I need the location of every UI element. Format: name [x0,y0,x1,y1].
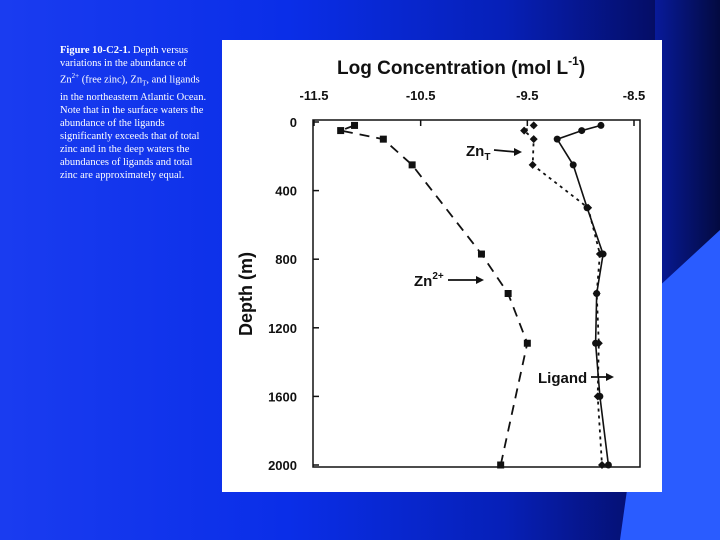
data-point-square [497,462,504,469]
data-point-circle [597,122,604,129]
x-tick-label: -11.5 [299,88,329,103]
caption-sup: 2+ [71,72,80,80]
annotation-arrow-head [606,373,614,381]
y-tick-label: 1200 [268,320,297,336]
data-point-diamond [530,135,538,143]
depth-concentration-chart [222,40,662,492]
data-point-circle [605,462,612,469]
y-axis-label: Depth (m) [236,252,256,336]
caption-label: Figure 10-C2-1. [60,45,131,56]
plot-frame [313,120,640,467]
y-tick-label: 2000 [268,458,297,473]
chart-title: Log Concentration (mol $L^{-1}$) [337,54,586,79]
data-point-diamond [529,161,537,169]
data-point-circle [584,204,591,211]
series-ligand [554,122,612,469]
annotation-text: Zn [466,143,485,160]
data-point-circle [554,136,561,143]
data-point-square [524,340,531,347]
y-tick-label: 1600 [268,389,297,405]
data-point-square [351,122,358,129]
data-point-square [505,290,512,297]
x-tick-label: -9.5 [516,88,539,103]
caption-text-1: Depth versus variations in the abundance of Zn [60,45,189,86]
annotation-label [538,370,587,387]
annotation-superscript: 2+ [432,271,444,282]
data-point-square [478,251,485,258]
data-point-diamond [530,121,538,129]
annotation-subscript: T [484,152,491,163]
series-line [524,125,602,465]
x-tick-label: -8.5 [622,88,646,103]
y-tick-label: 0 [289,115,297,130]
data-point-circle [592,340,599,347]
annotation-label [466,143,490,163]
series-znt [520,121,606,469]
data-point-square [409,161,416,168]
annotation-arrow-shaft [494,150,516,152]
caption-text-2: (free zinc), Zn [79,74,143,86]
chart-title-sup: -1 [568,54,579,68]
caption-sub: T [142,79,147,88]
series-layer [337,121,612,469]
y-tick-label: 800 [275,252,297,268]
annotation-text: Ligand [538,370,588,387]
data-point-circle [578,127,585,134]
data-point-diamond [598,461,606,469]
chart-panel [222,40,662,492]
y-tick-group [268,115,319,473]
figure-caption [60,44,208,182]
x-tick-label: -10.5 [405,88,436,103]
annotation-arrow-head [476,276,484,284]
series-zn2- [337,122,531,469]
data-point-circle [570,161,577,168]
series-line [341,125,528,465]
data-point-circle [600,251,607,258]
data-point-square [380,136,387,143]
annotation-text: Zn [414,273,433,290]
chart-title-close: ) [578,58,586,79]
series-line [557,125,608,465]
annotation-layer [414,143,614,387]
y-tick-label: 400 [275,183,297,199]
data-point-circle [596,393,603,400]
caption-text-3: , and ligands in the northeastern Atlantic Ocean. Note that in the surface waters the abundance of the ligands significantly exceeds that of total zinc and in the deep waters the abundances of ligands and total zinc are approximately equal. [60,74,207,181]
data-point-square [337,127,344,134]
data-point-circle [593,290,600,297]
annotation-arrow-head [514,148,522,156]
annotation-label [414,271,444,290]
